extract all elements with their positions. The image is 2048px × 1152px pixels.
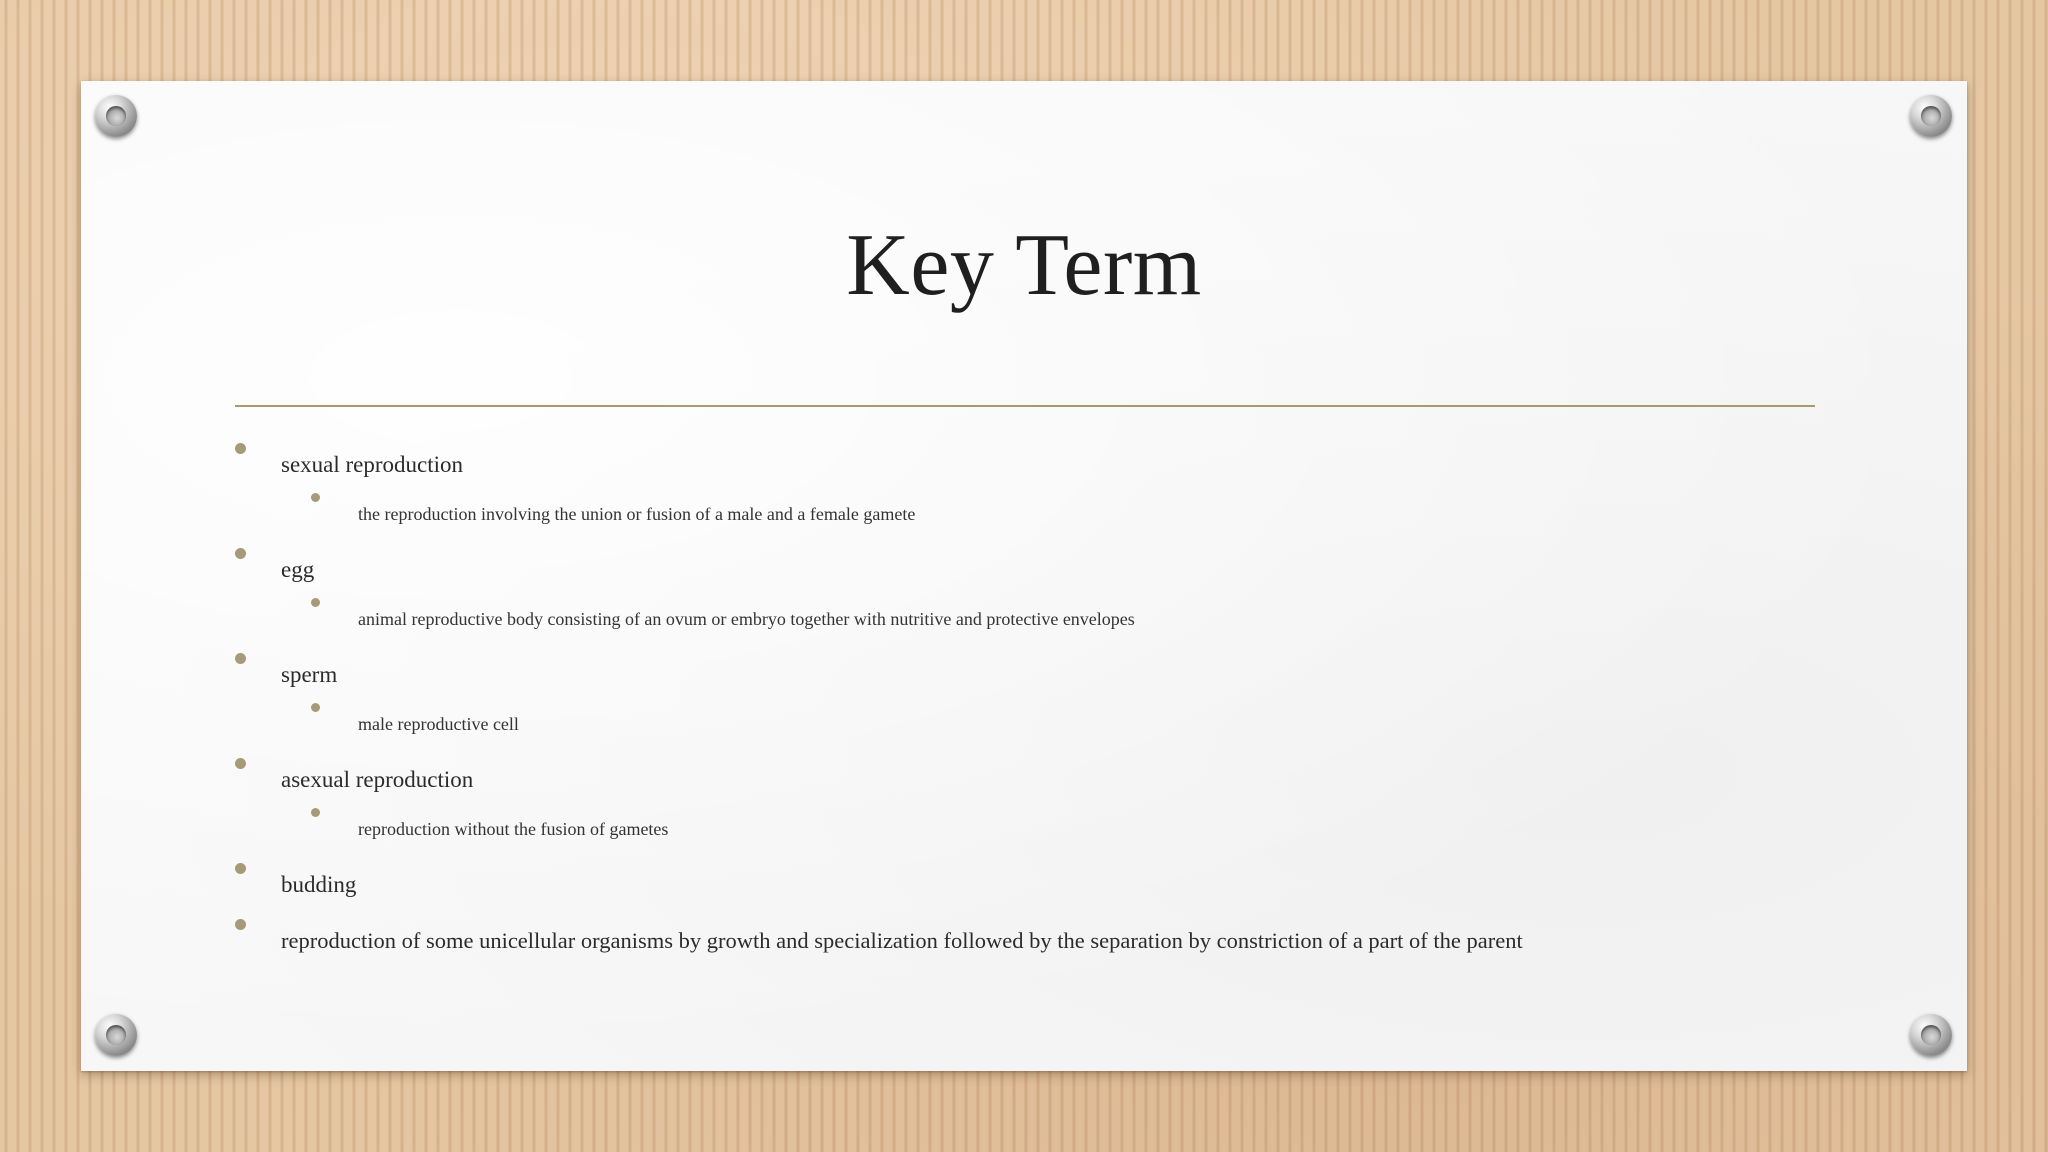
definition-text: animal reproductive body consisting of an ovum or embryo together with nutritive and protective envelopes (358, 609, 1135, 629)
term-text: sperm (281, 662, 338, 687)
list-item-budding (281, 872, 356, 898)
bullet-icon (311, 808, 320, 817)
definition-item (358, 609, 1135, 630)
list-item-sexual-reproduction (281, 452, 463, 478)
list-item-sperm (281, 662, 337, 688)
list-item-budding-definition (281, 928, 1523, 954)
definition-item (358, 819, 668, 840)
term-text: reproduction of some unicellular organisms by growth and specialization followed by the separation by constriction of a part of the parent (281, 928, 1523, 953)
slide-title: Key Term (846, 217, 1202, 314)
definition-text: reproduction without the fusion of gametes (358, 819, 669, 839)
definition-text: the reproduction involving the union or fusion of a male and a female gamete (358, 504, 916, 524)
bullet-icon (311, 598, 320, 607)
term-text: sexual reproduction (281, 452, 464, 477)
term-text: budding (281, 872, 357, 897)
bullet-icon (311, 493, 320, 502)
list-item-asexual-reproduction (281, 767, 473, 793)
term-text: egg (281, 557, 315, 582)
list-item-egg (281, 557, 314, 583)
bullet-icon (235, 548, 246, 559)
term-text: asexual reproduction (281, 767, 474, 792)
definition-item (358, 504, 915, 525)
bullet-icon (235, 863, 246, 874)
bullet-icon (235, 758, 246, 769)
bullet-icon (235, 653, 246, 664)
bullet-icon (235, 443, 246, 454)
bullet-icon (235, 919, 246, 930)
definition-item (358, 714, 519, 735)
definition-text: male reproductive cell (358, 714, 519, 734)
bullet-icon (311, 703, 320, 712)
